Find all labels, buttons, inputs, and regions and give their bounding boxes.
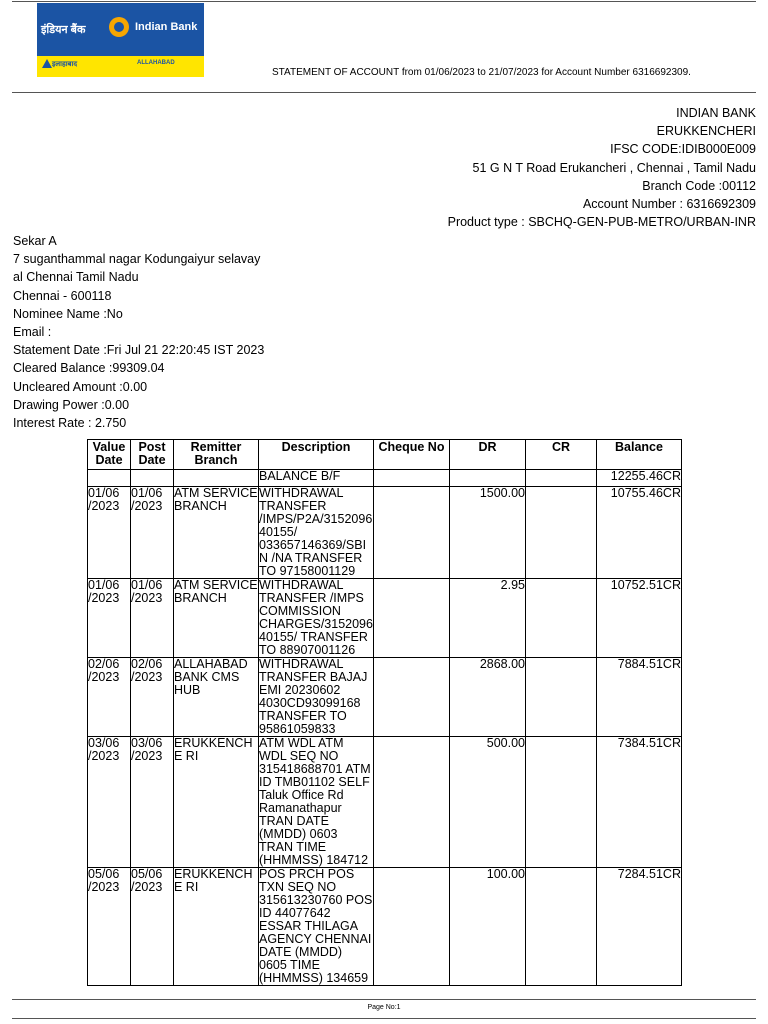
post-date-cell <box>131 470 174 487</box>
post-date-cell: 05/06 /2023 <box>131 868 174 986</box>
dr-cell <box>450 470 526 487</box>
indian-bank-logo <box>37 3 204 77</box>
branch-code: Branch Code :00112 <box>642 178 756 193</box>
ifsc-code: IFSC CODE:IDIB000E009 <box>610 142 756 157</box>
statement-date: Statement Date :Fri Jul 21 22:20:45 IST 2023 <box>13 343 265 358</box>
cleared-balance: Cleared Balance :99309.04 <box>13 361 165 376</box>
dr-cell: 100.00 <box>450 868 526 986</box>
description-cell: BALANCE B/F <box>259 470 374 487</box>
branch-cell: ERUKKENCHE RI <box>174 868 259 986</box>
branch-cell: ATM SERVICE BRANCH <box>174 487 259 579</box>
table-header-row <box>88 440 682 470</box>
cheque-cell <box>374 579 450 658</box>
footer-rule-top <box>12 999 756 1000</box>
balance-cell: 10752.51CR <box>597 579 682 658</box>
col-balance: Balance <box>597 440 682 470</box>
table-row <box>88 737 682 868</box>
branch-cell: ATM SERVICE BRANCH <box>174 579 259 658</box>
post-date-cell: 03/06 /2023 <box>131 737 174 868</box>
value-date-cell: 01/06 /2023 <box>88 487 131 579</box>
value-date-cell: 03/06 /2023 <box>88 737 131 868</box>
col-post-date: Post Date <box>131 440 174 470</box>
dr-cell: 2.95 <box>450 579 526 658</box>
col-remitter-branch: Remitter Branch <box>174 440 259 470</box>
dr-cell: 500.00 <box>450 737 526 868</box>
value-date-cell: 05/06 /2023 <box>88 868 131 986</box>
cr-cell <box>526 658 597 737</box>
col-description: Description <box>259 440 374 470</box>
cr-cell <box>526 487 597 579</box>
cr-cell <box>526 737 597 868</box>
cr-cell <box>526 470 597 487</box>
account-number: Account Number : 6316692309 <box>582 197 756 212</box>
value-date-cell: 01/06 /2023 <box>88 579 131 658</box>
product-type: Product type : SBCHQ-GEN-PUB-METRO/URBAN-INR <box>447 215 756 230</box>
customer-address-line1: 7 suganthammal nagar Kodungaiyur selavay <box>13 252 261 267</box>
footer-rule-bottom <box>12 1018 756 1019</box>
balance-cell: 10755.46CR <box>597 487 682 579</box>
description-cell: POS PRCH POS TXN SEQ NO 315613230760 POS ID 44077642 ESSAR THILAGA AGENCY CHENNAI DATE (MMDD) 0605 TIME (HHMMSS) 134659 <box>259 867 373 985</box>
page-number: Page No:1 <box>367 1004 401 1011</box>
value-date-cell <box>88 470 131 487</box>
customer-name: Sekar A <box>13 234 57 248</box>
logo-hindi-text: इंडियन बैंक <box>41 24 86 36</box>
cheque-cell <box>374 868 450 986</box>
branch-cell: ALLAHABAD BANK CMS HUB <box>174 658 259 737</box>
description-cell: WITHDRAWAL TRANSFER BAJAJ EMI 20230602 4030CD93099168 TRANSFER TO 95861059833 <box>259 658 374 737</box>
branch-cell <box>174 470 259 487</box>
cr-cell <box>526 579 597 658</box>
table-row <box>88 658 682 737</box>
description-cell: WITHDRAWAL TRANSFER /IMPS/P2A/3152096 40155/ 033657146369/SBIN /NA TRANSFER TO 97158001129 <box>259 486 373 578</box>
post-date-cell: 01/06 /2023 <box>131 579 174 658</box>
logo-allahabad-english: ALLAHABAD <box>137 60 175 66</box>
table-row <box>88 868 682 986</box>
bank-emblem-icon <box>109 17 129 37</box>
description-cell: ATM WDL ATM WDL SEQ NO 315418688701 ATM ID TMB01102 SELF Taluk Office Rd Ramanathapur TRAN DATE (MMDD) 0603 TRAN TIME (HHMMSS) 184712 <box>259 737 374 868</box>
cheque-cell <box>374 470 450 487</box>
logo-english-text: Indian Bank <box>135 21 198 33</box>
cheque-cell <box>374 487 450 579</box>
transactions-table <box>87 439 682 986</box>
drawing-power: Drawing Power :0.00 <box>13 397 130 412</box>
col-cheque-no: Cheque No <box>374 440 450 470</box>
cheque-cell <box>374 737 450 868</box>
branch-cell: ERUKKENCHE RI <box>174 737 259 868</box>
col-value-date: Value Date <box>88 440 131 470</box>
bank-name: INDIAN BANK <box>676 106 756 120</box>
value-date-cell: 02/06 /2023 <box>88 658 131 737</box>
col-cr: CR <box>526 440 597 470</box>
table-row <box>88 487 682 579</box>
branch-name: ERUKKENCHERI <box>656 124 756 139</box>
nominee-name: Nominee Name :No <box>13 306 123 321</box>
cheque-cell <box>374 658 450 737</box>
balance-cell: 7384.51CR <box>597 737 682 868</box>
header-rule <box>12 92 756 93</box>
customer-info <box>13 232 264 432</box>
uncleared-amount: Uncleared Amount :0.00 <box>13 379 148 394</box>
col-dr: DR <box>450 440 526 470</box>
balance-cell: 7284.51CR <box>597 868 682 986</box>
bank-info <box>448 104 756 231</box>
interest-rate: Interest Rate : 2.750 <box>13 416 127 431</box>
statement-title: STATEMENT OF ACCOUNT from 01/06/2023 to 21/07/2023 for Account Number 6316692309. <box>272 67 691 78</box>
balance-cell: 12255.46CR <box>597 470 682 487</box>
customer-city: Chennai - 600118 <box>13 288 112 303</box>
description-cell: WITHDRAWAL TRANSFER /IMPS COMMISSION CHARGES/3152096 40155/ TRANSFER TO 88907001126 <box>259 578 373 657</box>
post-date-cell: 02/06 /2023 <box>131 658 174 737</box>
branch-address: 51 G N T Road Erukancheri , Chennai , Tamil Nadu <box>472 160 756 175</box>
allahabad-triangle-icon <box>42 59 52 68</box>
table-row <box>88 470 682 487</box>
cr-cell <box>526 868 597 986</box>
post-date-cell: 01/06 /2023 <box>131 487 174 579</box>
logo-banner <box>37 3 204 56</box>
customer-address-line2: al Chennai Tamil Nadu <box>13 270 139 285</box>
dr-cell: 1500.00 <box>450 487 526 579</box>
top-rule <box>12 1 756 2</box>
dr-cell: 2868.00 <box>450 658 526 737</box>
table-row <box>88 579 682 658</box>
balance-cell: 7884.51CR <box>597 658 682 737</box>
logo-allahabad-hindi: इलाहाबाद <box>52 61 78 68</box>
email: Email : <box>13 325 52 340</box>
